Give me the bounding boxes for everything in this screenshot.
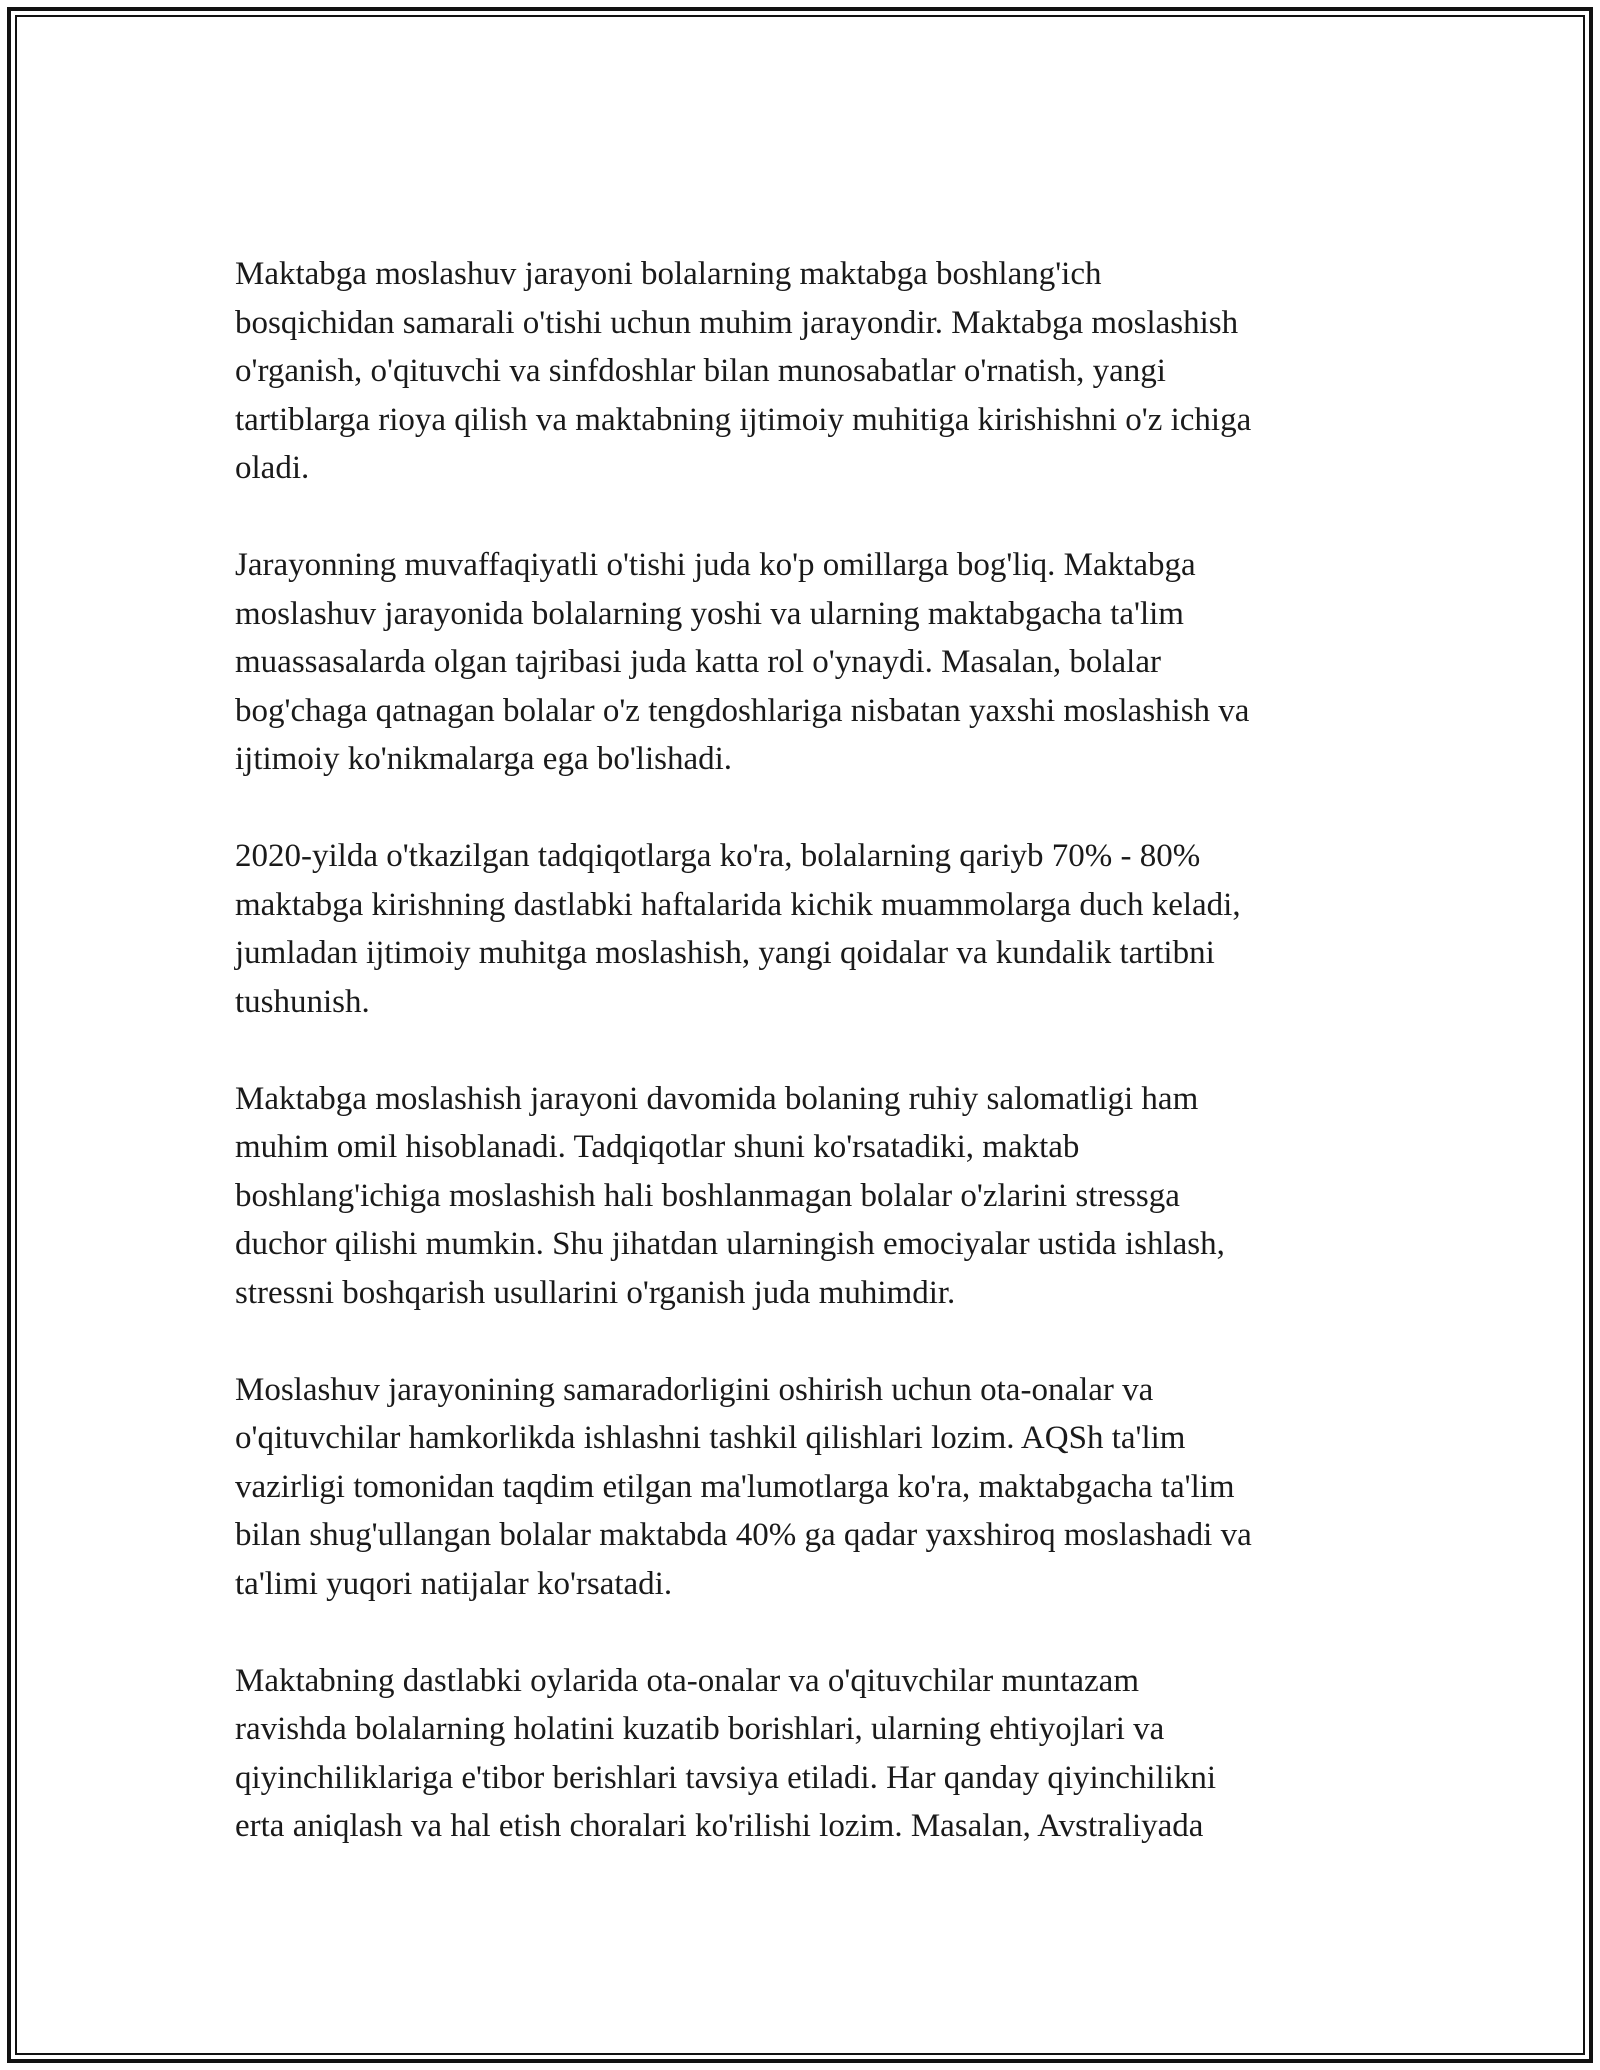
paragraph-mental-health: Maktabga moslashish jarayoni davomida bolaning ruhiy salomatligi ham muhim omil hisoblanadi. Tadqiqotlar shuni ko'rsatadiki, maktab boshlang'ichiga moslashish hali boshlanmagan bolalar o'zlarini stressga duchor qilishi mumkin. Shu jihatdan ularningish emociyalar ustida ishlash, stressni boshqarish usullarini o'rganish juda muhimdir.	[235, 1080, 1225, 1311]
document-body	[235, 250, 1385, 1899]
paragraph-success-factors: Jarayonning muvaffaqiyatli o'tishi juda ko'p omillarga bog'liq. Maktabga moslashuv jarayonida bolalarning yoshi va ularning maktabgacha ta'lim muassasalarda olgan tajribasi juda katta rol o'ynaydi. Masalan, bolalar bog'chaga qatnagan bolalar o'z tengdoshlariga nisbatan yaxshi moslashish va ijtimoiy ko'nikmalarga ega bo'lishadi.	[235, 547, 1250, 777]
paragraph-parent-teacher-cooperation: Moslashuv jarayonining samaradorligini oshirish uchun ota-onalar va o'qituvchilar hamkorlikda ishlashni tashkil qilishlari lozim. AQSh ta'lim vazirligi tomonidan taqdim etilgan ma'lumotlarga ko'ra, maktabgacha ta'lim bilan shug'ullangan bolalar maktabda 40% ga qadar yaxshiroq moslashadi va ta'limi yuqori natijalar ko'rsatadi.	[235, 1371, 1252, 1602]
paragraph-2020-research: 2020-yilda o'tkazilgan tadqiqotlarga ko'ra, bolalarning qariyb 70% - 80% maktabga kirishning dastlabki haftalarida kichik muammolarga duch keladi, jumladan ijtimoiy muhitga moslashish, yangi qoidalar va kundalik tartibni tushunish.	[235, 838, 1241, 1020]
paragraph-school-adaptation-intro: Maktabga moslashuv jarayoni bolalarning maktabga boshlang'ich bosqichidan samarali o'tishi uchun muhim jarayondir. Maktabga moslashish o'rganish, o'qituvchi va sinfdoshlar bilan munosabatlar o'rnatish, yangi tartiblarga rioya qilish va maktabning ijtimoiy muhitiga kirishishni o'z ichiga oladi.	[235, 256, 1252, 486]
paragraph-first-months-monitoring: Maktabning dastlabki oylarida ota-onalar va o'qituvchilar muntazam ravishda bolalarning holatini kuzatib borishlari, ularning ehtiyojlari va qiyinchiliklariga e'tibor berishlari tavsiya etiladi. Har qanday qiyinchilikni erta aniqlash va hal etish choralari ko'rilishi lozim. Masalan, Avstraliyada	[235, 1662, 1217, 1844]
